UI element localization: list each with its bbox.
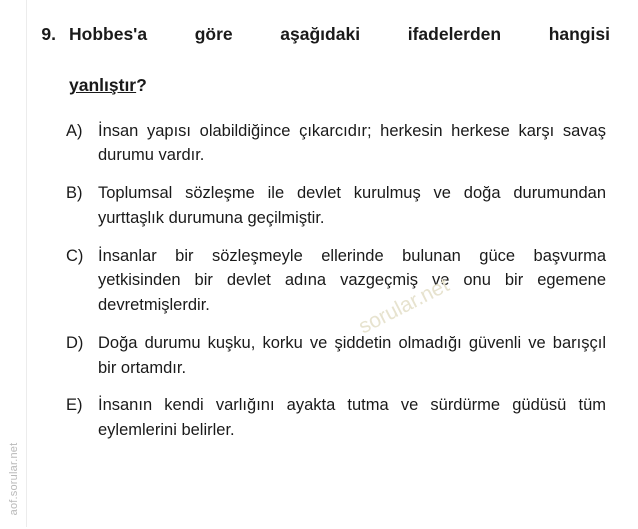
option-text: Toplumsal sözleşme ile devlet kurulmuş ve doğa durumundan yurttaşlık durumuna geçilmiştir. — [98, 184, 606, 227]
option-text: İnsanlar bir sözleşmeyle ellerinde bulunan güce başvurma yetkisinden bir devlet adına vazgeçmiş ve onu bir egemene devretmişlerdir. — [98, 246, 606, 315]
question-number: 9. — [41, 24, 56, 44]
option-row[interactable] — [66, 119, 620, 169]
question-stem-text: Hobbes'a göre aşağıdaki ifadelerden hangisi — [69, 24, 610, 44]
question-stem-row — [26, 22, 620, 99]
question-block — [26, 0, 638, 527]
left-watermark-text: aof.sorular.net — [8, 442, 20, 516]
option-letter: B) — [66, 184, 83, 203]
option-text: İnsanın kendi varlığını ayakta tutma ve sürdürme güdüsü tüm eylemlerini belirler. — [98, 396, 606, 440]
option-letter: A) — [66, 121, 83, 140]
question-stem-tail: ? — [136, 75, 147, 96]
question-stem — [56, 22, 620, 99]
options-list — [26, 119, 620, 443]
option-text: Doğa durumu kuşku, korku ve şiddetin olmadığı güvenli ve barışçıl bir ortamdır. — [98, 333, 606, 377]
option-row[interactable] — [66, 393, 620, 443]
diagonal-watermark-text: sorular.net — [355, 273, 453, 339]
option-letter: E) — [66, 396, 83, 415]
question-stem-emphasis: yanlıştır — [69, 75, 137, 96]
option-row[interactable] — [66, 244, 620, 318]
option-row[interactable] — [66, 331, 620, 381]
option-row[interactable] — [66, 181, 620, 231]
left-watermark-strip — [0, 0, 27, 527]
option-letter: C) — [66, 246, 84, 265]
option-letter: D) — [66, 333, 84, 352]
option-text: İnsan yapısı olabildiğince çıkarcıdır; herkesin herkese karşı savaş durumu vardır. — [98, 121, 606, 165]
